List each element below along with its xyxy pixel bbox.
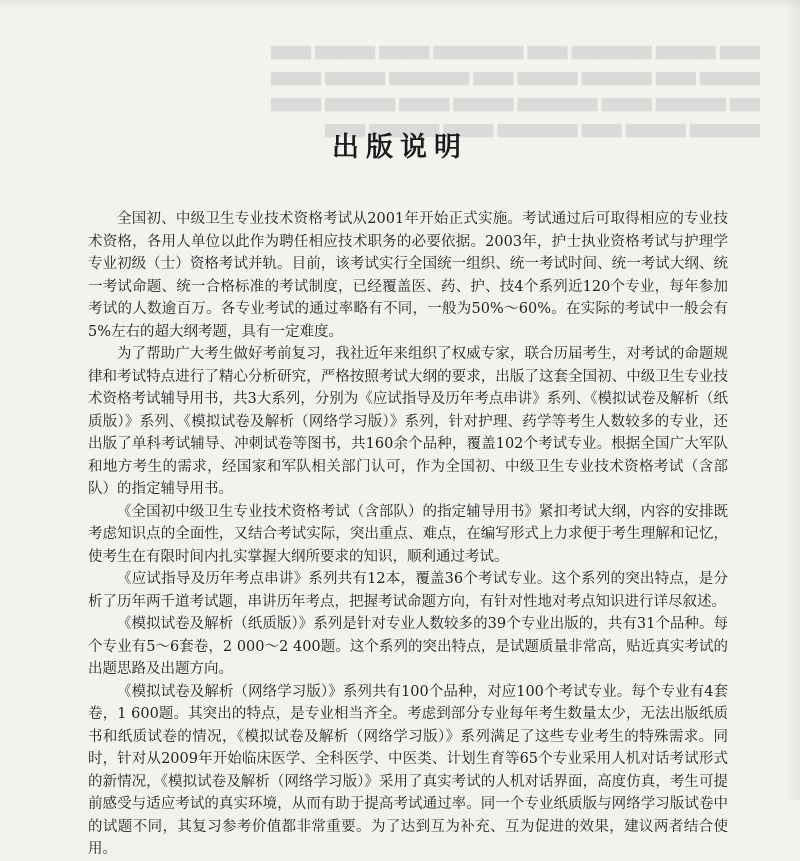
paragraph: 《应试指导及历年考点串讲》系列共有12本，覆盖36个考试专业。这个系列的突出特点，是分析了历年两千道考试题，串讲历年考点，把握考试命题方向，有针对性地对考点知识进行详尽叙述。 [88, 571, 728, 610]
paragraph: 《模拟试卷及解析（纸质版）》系列是针对专业人数较多的39个专业出版的，共有31个品种。每个专业有5～6套卷，2 000～2 400题。这个系列的突出特点，是试题质量非常高，贴近真实考试的出题思路及出题方向。 [88, 616, 728, 677]
page-top-shadow [0, 0, 800, 10]
paragraph: 《全国初中级卫生专业技术资格考试（含部队）的指定辅导用书》紧扣考试大纲，内容的安排既考虑知识点的全面性，又结合考试实际，突出重点、难点，在编写形式上力求便于考生理解和记忆，使考生在有限时间内扎实掌握大纲所要求的知识，顺利通过考试。 [88, 503, 728, 565]
body-text [88, 208, 728, 861]
show-through-text: ▇▇▇▇ ▇▇▇▇▇▇ ▇▇▇▇▇▇▇▇ ▇▇▇▇ ▇▇▇▇▇▇▇▇▇ ▇▇▇▇▇ ▇▇▇▇▇▇ ▇▇▇▇ ▇▇▇▇▇▇ ▇▇▇▇ ▇▇▇▇▇▇▇ ▇▇▇▇▇▇ ▇▇▇▇ ▇▇▇▇▇▇▇▇ ▇▇▇▇▇▇ ▇▇▇▇▇ ▇▇▇ ▇▇▇▇▇▇▇ ▇▇▇▇▇ ▇▇▇▇▇▇▇▇ ▇▇▇▇▇▇ ▇▇▇▇▇ ▇▇▇▇▇▇▇ ▇▇▇▇▇ ▇▇▇▇▇▇▇ ▇▇▇▇▇▇ ▇▇▇▇ ▇▇▇▇▇▇▇▇ ▇▇▇▇▇ ▇▇▇▇▇▇▇ ▇▇▇▇ [271, 45, 760, 138]
paragraph: 《模拟试卷及解析（网络学习版）》系列共有100个品种，对应100个考试专业。每个专业有4套卷，1 600题。其突出的特点，是专业相当齐全。考虑到部分专业每年考生数量太少，无法出版纸质书和纸质试卷的情况，《模拟试卷及解析（网络学习版）》系列满足了这些专业考生的特殊需求。同时，针对从2009年开始临床医学、全科医学、中医类、计划生育等65个专业采用人机对话考试形式的新情况，《模拟试卷及解析（网络学习版）》采用了真实考试的人机对话界面，高度仿真，考生可提前感受与适应考试的真实环境，从而有助于提高考试通过率。同一个专业纸质版与网络学习版试卷中的试题不同，其复习参考价值都非常重要。为了达到互为补充、互为促进的效果，建议两者结合使用。 [88, 683, 728, 857]
page-title: 出版说明 [332, 132, 468, 163]
paragraph: 全国初、中级卫生专业技术资格考试从2001年开始正式实施。考试通过后可取得相应的专业技术资格，各用人单位以此作为聘任相应技术职务的必要依据。2003年，护士执业资格考试与护理学专业初级（士）资格考试并轨。目前，该考试实行全国统一组织、统一考试时间、统一考试大纲、统一考试命题、统一合格标准的考试制度，已经覆盖医、药、护、技4个系列近120个专业，每年参加考试的人数逾百万。各专业考试的通过率略有不同，一般为50%～60%。在实际的考试中一般会有5%左右的超大纲考题，具有一定难度。 [88, 211, 728, 340]
paragraph: 为了帮助广大考生做好考前复习，我社近年来组织了权威专家，联合历届考生，对考试的命题规律和考试特点进行了精心分析研究，严格按照考试大纲的要求，出版了这套全国初、中级卫生专业技术资格考试辅导用书，共3大系列，分别为《应试指导及历年考点串讲》系列、《模拟试卷及解析（纸质版）》系列、《模拟试卷及解析（网络学习版）》系列，针对护理、药学等考生人数较多的专业，还出版了单科考试辅导、冲刺试卷等图书，共160余个品种，覆盖102个考试专业。根据全国广大军队和地方考生的需求，经国家和军队相关部门认可，作为全国初、中级卫生专业技术资格考试（含部队）的指定辅导用书。 [88, 346, 728, 497]
page-gutter-shadow [786, 0, 800, 800]
